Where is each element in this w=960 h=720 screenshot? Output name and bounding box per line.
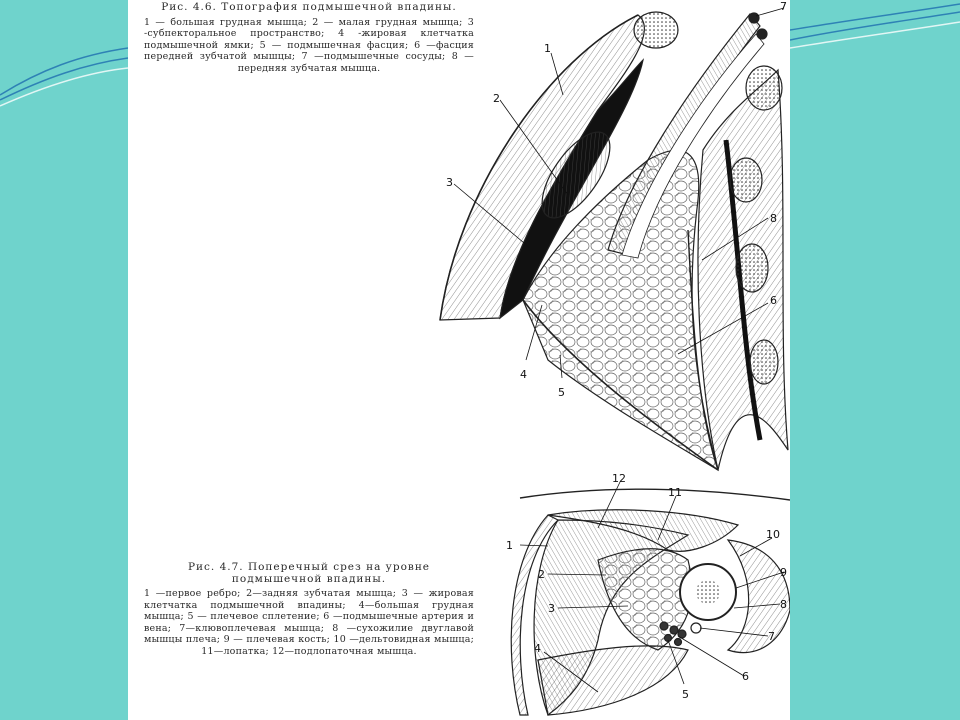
- figure-47-label: 11: [668, 486, 682, 499]
- vessel-cross-section: [757, 29, 767, 39]
- vessel-cross-section: [749, 13, 759, 23]
- figure-47-label: 2: [538, 568, 545, 581]
- figure-47-label: 9: [780, 566, 787, 579]
- figure-47-label: 5: [682, 688, 689, 701]
- figure-46-label: 2: [493, 92, 500, 105]
- figure-46-label: 5: [558, 386, 565, 399]
- figure-46-label: 8: [770, 212, 777, 225]
- figure-46-label: 7: [780, 0, 787, 13]
- figure-47-label: 10: [766, 528, 780, 541]
- scanned-page: [128, 0, 790, 720]
- figure-46-label: 1: [544, 42, 551, 55]
- rib-section: [750, 340, 778, 384]
- rib-section: [634, 12, 678, 48]
- figure-47-label: 3: [548, 602, 555, 615]
- deltoid-shape: [728, 540, 790, 653]
- figure-47-label: 12: [612, 472, 626, 485]
- figure-47-label: 4: [534, 642, 541, 655]
- figure-46-label: 3: [446, 176, 453, 189]
- left-wave-decoration: [0, 48, 128, 106]
- figure-46-legend: 1 — большая грудная мышца; 2 — малая грудная мышца; 3 -субпекторальное пространство; 4 -жировая клетчатка подмышечной ямки; 5 — подмышечная фасция; 6 —фасция передней зубчатой мышцы; 7 —подмышечные сосуды; 8 — передняя зубчатая мышца.: [144, 16, 474, 74]
- figure-47-label: 8: [780, 598, 787, 611]
- figure-47-label: 7: [768, 630, 775, 643]
- figure-47-label: 6: [742, 670, 749, 683]
- illustrations: [128, 0, 790, 720]
- figure-46-illustration: [440, 12, 788, 470]
- right-wave-decoration: [790, 4, 960, 48]
- figure-47-legend: 1 —первое ребро; 2—задняя зубчатая мышца; 3 — жировая клетчатка подмышечной впадины; 4—большая грудная мышца; 5 — плечевое сплетение; 6 —подмышечные артерия и вена; 7—клювоплечевая мышца; 8 —сухожилие двуглавой мышцы плеча; 9 — плечевая кость; 10 —дельтовидная мышца; 11—лопатка; 12—подлопаточная мышца.: [144, 588, 474, 657]
- figure-47-title: Рис. 4.7. Поперечный срез на уровне подмышечной впадины.: [187, 561, 431, 585]
- rib-section: [730, 158, 762, 202]
- figure-46-label: 6: [770, 294, 777, 307]
- rib-section: [736, 244, 768, 292]
- figure-46-label: 4: [520, 368, 527, 381]
- pectoralis-major-section: [538, 646, 688, 715]
- figure-46-title: Рис. 4.6. Топография подмышечной впадины.: [161, 1, 457, 13]
- figure-47-label: 1: [506, 539, 513, 552]
